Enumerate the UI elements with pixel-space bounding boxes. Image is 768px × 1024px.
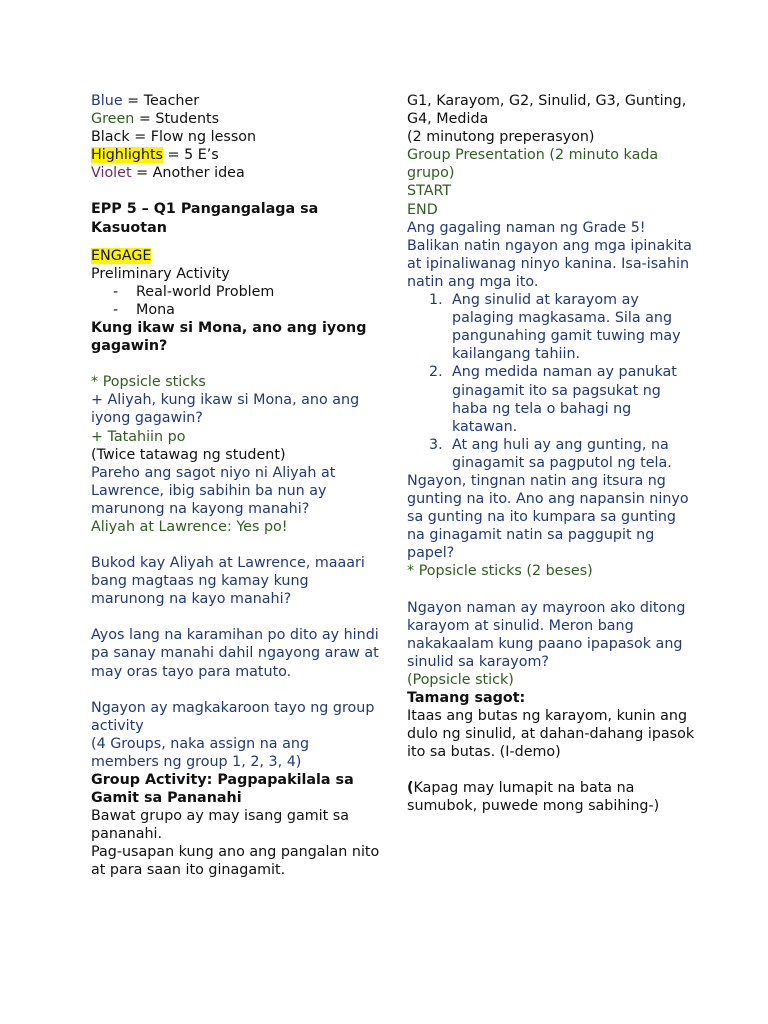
prep-time: (2 minutong preperasyon) <box>407 129 595 146</box>
popsicle-stick-note: (Popsicle stick) <box>407 671 514 688</box>
list-item-text: Ang medida naman ay panukat ginagamit ito sa pagsukat ng haba ng tela o bahagi ng katawan. <box>452 364 677 435</box>
kapag-note <box>407 779 697 815</box>
four-groups-note: (4 Groups, naka assign na ang members ng group 1, 2, 3, 4) <box>91 735 314 770</box>
engage-heading <box>91 247 381 265</box>
left-column <box>91 92 384 880</box>
list-item <box>407 436 697 472</box>
popsicle-sticks-note: * Popsicle sticks <box>91 374 206 391</box>
preliminary-activity: Preliminary Activity <box>91 265 230 282</box>
mona-question: Kung ikaw si Mona, ano ang iyong gagawin? <box>91 320 372 355</box>
legend-key-violet: Violet <box>91 165 132 182</box>
sub-item-label: Real-world Problem <box>136 283 275 300</box>
list-number: 1. <box>429 292 443 309</box>
legend-black <box>91 128 381 146</box>
ngayon-group-statement: Ngayon ay magkakaroon tayo ng group activity <box>91 699 379 734</box>
dash-bullet: - <box>113 283 119 300</box>
group-activity-title: Group Activity: Pagpapakilala sa Gamit sa Pananahi <box>91 772 359 807</box>
group-presentation: Group Presentation (2 minuto kada grupo) <box>407 147 663 182</box>
twice-note: (Twice tatawag ng student) <box>91 446 286 463</box>
pag-usapan: Pag-usapan kung ano ang pangalan nito at para saan ito ginagamit. <box>91 844 384 879</box>
legend-key-blue: Blue <box>91 93 123 109</box>
legend-blue <box>91 92 381 110</box>
dash-bullet: - <box>113 301 119 318</box>
start-label: START <box>407 183 452 200</box>
list-item <box>407 291 697 363</box>
tamang-sagot-heading: Tamang sagot: <box>407 690 526 706</box>
bawat-grupo: Bawat grupo ay may isang gamit sa pananahi. <box>91 808 354 843</box>
open-paren: ( <box>407 780 414 797</box>
popsicle-twice-note: * Popsicle sticks (2 beses) <box>407 563 593 580</box>
list-number: 2. <box>429 364 443 381</box>
legend-text-teacher: = Teacher <box>122 93 200 109</box>
legend-key-highlights: Highlights <box>91 147 163 164</box>
legend-text-another-idea: = Another idea <box>131 165 245 182</box>
bukod-question: Bukod kay Aliyah at Lawrence, maaari bang magtaas ng kamay kung marunong na kayo manahi? <box>91 555 370 608</box>
engage-label: ENGAGE <box>91 247 152 264</box>
list-item <box>407 363 697 435</box>
ayos-statement: Ayos lang na karamihan po dito ay hindi pa sanay manahi dahil ngayong araw at may oras tayo para matuto. <box>91 627 384 680</box>
ngayon-tingnan: Ngayon, tingnan natin ang itsura ng gunting na ito. Ano ang napansin ninyo sa gunting na ito kumpara sa gunting na ginagamit natin sa paggupit ng papel? <box>407 472 694 562</box>
right-column <box>407 92 697 816</box>
tatahiin-answer: + Tatahiin po <box>91 428 186 445</box>
groups-assignment: G1, Karayom, G2, Sinulid, G3, Gunting, G4, Medida <box>407 93 691 128</box>
legend-key-green: Green <box>91 111 135 128</box>
legend-violet <box>91 164 381 182</box>
sub-item-label: Mona <box>136 301 175 318</box>
legend-text-flow: Black = Flow ng lesson <box>91 129 257 146</box>
list-number: 3. <box>429 436 443 453</box>
legend-green <box>91 110 381 128</box>
yes-po-answer: Aliyah at Lawrence: Yes po! <box>91 518 288 535</box>
sub-item-mona <box>91 301 381 319</box>
itaas-instructions: Itaas ang butas ng karayom, kunin ang dulo ng sinulid, at dahan-dahang ipasok ito sa butas. (I-demo) <box>407 708 699 761</box>
kapag-text: Kapag may lumapit na bata na sumubok, puwede mong sabihing-) <box>407 780 660 815</box>
legend-text-5es: = 5 E’s <box>163 147 219 164</box>
sub-item-real-world <box>91 283 381 301</box>
legend-text-students: = Students <box>134 111 220 128</box>
legend-highlights <box>91 146 381 164</box>
aliyah-question: + Aliyah, kung ikaw si Mona, ano ang iyong gagawin? <box>91 392 364 427</box>
end-label: END <box>407 201 438 218</box>
numbered-list <box>407 291 697 472</box>
lesson-title: EPP 5 – Q1 Pangangalaga sa Kasuotan <box>91 201 324 236</box>
ang-gagaling: Ang gagaling naman ng Grade 5! Balikan natin ngayon ang mga ipinakita at ipinaliwanag ninyo kanina. Isa-isahin natin ang mga ito. <box>407 219 697 290</box>
ngayon-naman: Ngayon naman ay mayroon ako ditong karayom at sinulid. Meron bang nakakaalam kung paano ipapasok ang sinulid sa karayom? <box>407 599 690 670</box>
list-item-text: Ang sinulid at karayom ay palaging magkasama. Sila ang pangunahing gamit tuwing may kailangang tahiin. <box>452 292 681 363</box>
pareho-question: Pareho ang sagot niyo ni Aliyah at Lawrence, ibig sabihin ba nun ay marunong na kayong manahi? <box>91 464 340 517</box>
list-item-text: At ang huli ay ang gunting, na ginagamit sa pagputol ng tela. <box>452 436 672 471</box>
